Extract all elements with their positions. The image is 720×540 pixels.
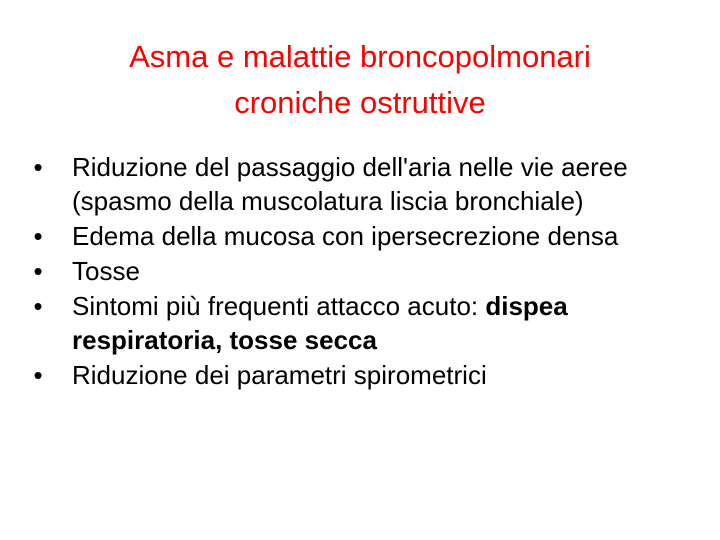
bullet-item	[28, 150, 698, 218]
bullet-item	[28, 289, 698, 357]
bullet-dot: •	[33, 291, 43, 321]
bullet-item	[28, 254, 698, 288]
bullet-list	[28, 150, 698, 393]
bullet-item	[28, 219, 698, 253]
bullet-dot: •	[33, 152, 43, 182]
bullet-dot: •	[33, 221, 43, 251]
bullet-text: Sintomi più frequenti attacco acuto:	[72, 291, 479, 321]
bullet-item	[28, 358, 698, 392]
bullet-emphasis-text: dispea respiratoria, tosse secca	[72, 291, 568, 355]
slide-title	[36, 34, 684, 126]
bullet-text: Edema della mucosa con ipersecrezione densa	[72, 221, 619, 251]
slide-title-line-1: Asma e malattie broncopolmonari	[129, 39, 591, 74]
bullet-dot: •	[33, 360, 43, 390]
bullet-text: Riduzione dei parametri spirometrici	[72, 360, 487, 390]
bullet-dot: •	[33, 256, 43, 286]
slide-title-line-2: croniche ostruttive	[234, 85, 486, 120]
bullet-text: Tosse	[72, 256, 140, 286]
bullet-text: Riduzione del passaggio dell'aria nelle vie aeree (spasmo della muscolatura liscia bronchiale)	[72, 152, 628, 216]
